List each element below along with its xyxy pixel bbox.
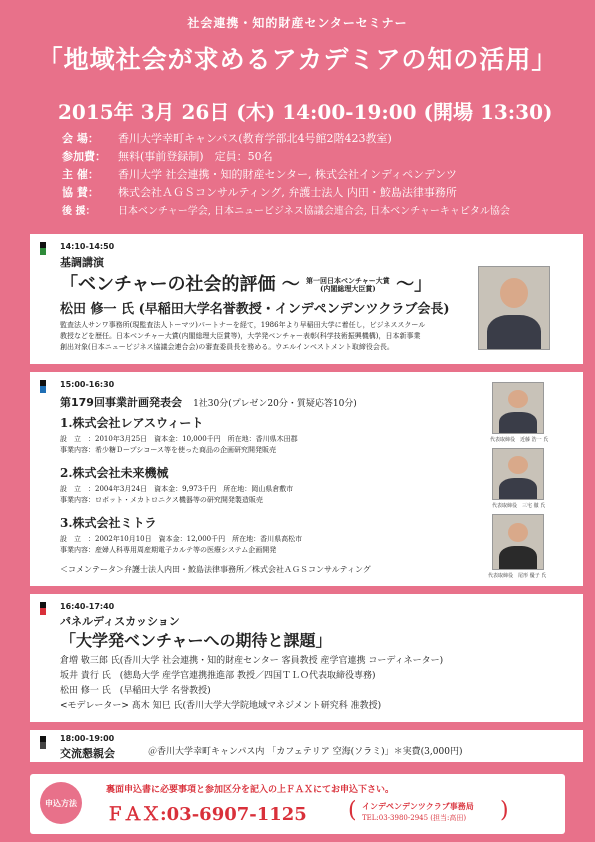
info-sponsor: 協 賛： 株式会社ＡＧＳコンサルティング, 弁護士法人 内田・鮫島法律事務所: [62, 186, 457, 199]
section-bar-red: [40, 602, 46, 615]
seminar-title: 「地域社会が求めるアカデミアの知の活用」: [37, 45, 558, 74]
keynote-time: 14:10-14:50: [60, 242, 115, 251]
info-fee: 参加費： 無料(事前登録制) 定員：50名: [62, 150, 273, 163]
ceo-photo-2: [492, 448, 544, 500]
keynote-label: 基調講演: [60, 256, 104, 269]
section-bar-black: [40, 736, 46, 749]
ceo-photo-1: [492, 382, 544, 434]
speaker-photo: [478, 266, 550, 350]
company-details: 設 立 ：2010年3月25日 資本金：10,000千円 所在地：香川県木田郡 事業内容：希少糖Ｄープシコース等を使った商品の企画研究開発販売: [60, 435, 298, 454]
panel-members: 倉増 敬三郎 氏(香川大学 社会連携・知的財産センター 客員教授 産学官連携 コーディネーター) 坂井 貴行 氏 (徳島大学 産学官連携推進部 教授／四国ＴＬＯ代表取締役専務) 松田 修一 氏 (早稲田大学 名誉教授) <モデレーター> 髙木 知巳 氏(香川大学大学院地域マネジメント研究科 准教授): [60, 656, 444, 711]
section-bar-green: [40, 242, 46, 255]
photo-caption: 代表取締役 尾形 優子 氏: [488, 573, 547, 579]
keynote-title: 「ベンチャーの社会的評価 〜 第一回日本ベンチャー大賞 (内閣総理大臣賞) 〜」: [60, 274, 433, 295]
commentator: ＜コメンテータ＞弁護士法人内田・鮫島法律事務所／株式会社ＡＧＳコンサルティング: [60, 565, 371, 574]
panel-time: 16:40-17:40: [60, 602, 115, 611]
keynote-speaker: 松田 修一 氏 (早稲田大学名誉教授・インデペンデンツクラブ会長): [60, 302, 450, 317]
social-section: [30, 730, 583, 762]
info-host: 主 催： 香川大学 社会連携・知的財産センター, 株式会社インディペンデンツ: [62, 168, 457, 181]
info-venue: 会 場： 香川大学幸町キャンパス(教育学部北4号館2階423教室): [62, 132, 392, 145]
social-label: 交流懇親会: [60, 747, 115, 760]
ceo-photo-3: [492, 514, 544, 570]
keynote-bio: 監査法人サンワ事務所(現監査法人トーマツ)パートナーを経て，1986年より早稲田大学に着任し，ビジネススクール 教授などを歴任。日本ベンチャー大賞(内閣総理大臣賞等)，大学発ベンチャー表彰(科学技術振興機構)，日本新事業 創出対象(日本ニュービジネス協議会連合会)の審査委員長を務める。ウエルインベストメント取締役会長。: [60, 321, 426, 351]
company-name: 3.株式会社ミトラ: [60, 516, 157, 530]
photo-caption: 代表取締役 近藤 浩一 氏: [490, 437, 549, 443]
panel-title: 「大学発ベンチャーへの期待と課題」: [60, 631, 332, 650]
application-box: [30, 774, 565, 834]
company-name: 1.株式会社レアスウィート: [60, 416, 204, 430]
section-bar-blue: [40, 380, 46, 393]
seminar-subtitle: 社会連携・知的財産センターセミナー: [187, 16, 408, 30]
apply-badge: 申込方法: [40, 782, 82, 824]
office-tel: TEL:03-3980-2945 (担当:高田): [362, 814, 467, 822]
social-time: 18:00-19:00: [60, 734, 115, 743]
header: [0, 0, 595, 232]
paren-close: ): [500, 798, 509, 823]
panel-label: パネルディスカッション: [60, 615, 180, 628]
info-support: 後 援： 日本ベンチャー学会, 日本ニュービジネス協議会連合会, 日本ベンチャーキャピタル協会: [62, 206, 510, 217]
social-detail: ＠香川大学幸町キャンパス内 「カフェテリア 空海(ソラミ)」＊実費(3,000円): [148, 747, 463, 757]
paren-open: (: [348, 798, 357, 823]
fax-number: ＦＡＸ:03-6907-1125: [106, 804, 307, 825]
event-date: 2015年 3月 26日 (木) 14:00-19:00 (開場 13:30): [58, 100, 553, 124]
business-heading: 第179回事業計画発表会 1社30分(プレゼン20分・質疑応答10分): [60, 396, 357, 409]
office-name: インデペンデンツクラブ事務局: [362, 801, 474, 811]
business-plan-section: [30, 372, 583, 586]
keynote-section: [30, 234, 583, 364]
apply-instruction: 裏面申込書に必要事項と参加区分を記入の上ＦＡＸにてお申込下さい。: [106, 785, 395, 795]
company-details: 設 立 ：2004年3月24日 資本金：9,973千円 所在地：岡山県倉敷市 事業内容：ロボット・メカトロニクス機器等の研究開発製造販売: [60, 485, 294, 504]
photo-caption: 代表取締役 三宅 徹 氏: [492, 503, 546, 509]
footer: [0, 768, 595, 842]
panel-section: [30, 594, 583, 722]
company-details: 設 立 ：2002年10月10日 資本金：12,000千円 所在地：香川県高松市 事業内容：産婦人科専用周産期電子カルテ等の医療システム企画開発: [60, 535, 303, 554]
business-time: 15:00-16:30: [60, 380, 115, 389]
company-name: 2.株式会社未来機械: [60, 466, 169, 480]
